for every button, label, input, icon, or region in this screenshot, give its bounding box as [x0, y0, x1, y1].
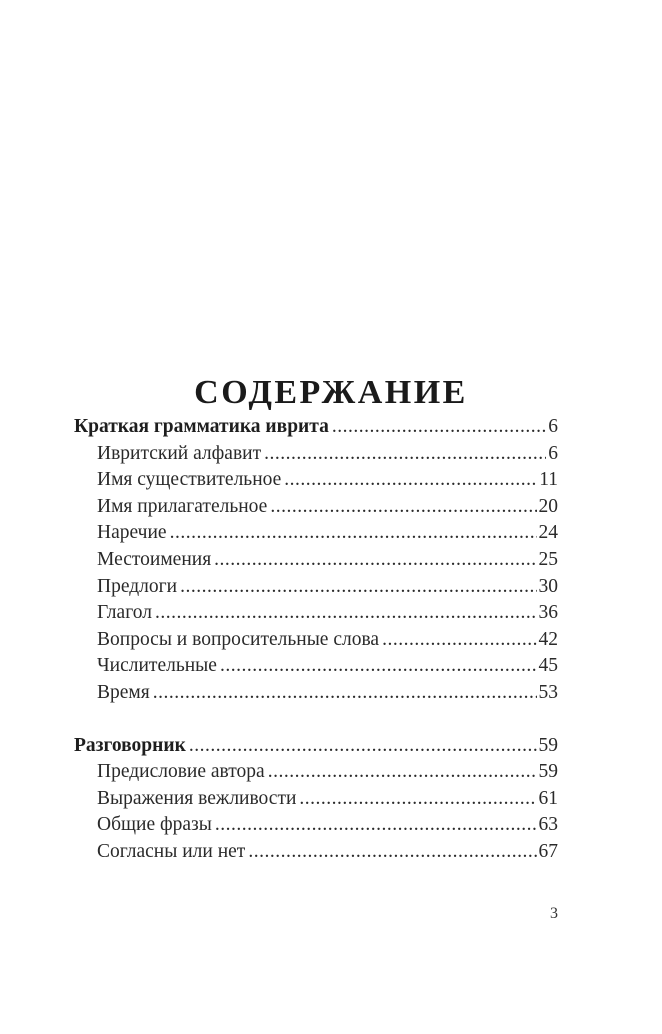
dot-leader — [299, 786, 536, 813]
dot-leader — [332, 414, 546, 441]
toc-entry-page: 11 — [539, 469, 558, 491]
toc-entry-page: 20 — [538, 495, 558, 517]
toc-entry-page: 30 — [538, 575, 558, 597]
toc-entry-label: Наречие — [97, 522, 167, 544]
dot-leader — [189, 733, 537, 760]
dot-leader — [264, 441, 546, 468]
dot-leader — [180, 574, 536, 601]
page-number: 3 — [550, 905, 558, 922]
toc-section-grammar — [74, 414, 558, 707]
dot-leader — [214, 547, 536, 574]
toc-entry[interactable] — [74, 812, 558, 839]
toc-entry-label: Разговорник — [74, 734, 186, 756]
toc-entry-label: Выражения вежливости — [97, 787, 297, 809]
dot-leader — [268, 759, 537, 786]
toc-entry-label: Согласны или нет — [97, 840, 246, 862]
dot-leader — [270, 494, 536, 521]
toc-entry[interactable] — [74, 441, 558, 468]
toc-entry[interactable] — [74, 494, 558, 521]
toc-entry-label: Числительные — [97, 655, 217, 677]
toc-entry-page: 6 — [548, 416, 558, 437]
toc-entry-page: 24 — [538, 522, 558, 544]
toc-entry-page: 59 — [538, 761, 558, 783]
dot-leader — [155, 600, 537, 627]
toc-entry[interactable] — [74, 627, 558, 654]
toc-entry-label: Имя существительное — [97, 469, 282, 491]
toc-entry-label: Вопросы и вопросительные слова — [97, 628, 380, 650]
dot-leader — [248, 839, 536, 866]
toc-entry-page: 25 — [538, 548, 558, 570]
dot-leader — [215, 812, 537, 839]
dot-leader — [153, 680, 537, 707]
toc-entry-page: 63 — [538, 814, 558, 836]
dot-leader — [220, 653, 537, 680]
dot-leader — [170, 520, 537, 547]
toc-entry-label: Глагол — [97, 602, 152, 624]
toc-entry-page: 59 — [538, 734, 558, 756]
toc-entry-label: Местоимения — [97, 548, 212, 570]
toc-entry-page: 6 — [548, 442, 558, 464]
table-of-contents — [74, 414, 558, 892]
toc-entry-label: Ивритский алфавит — [97, 442, 262, 464]
toc-section-heading[interactable] — [74, 733, 558, 760]
toc-entry-page: 45 — [538, 655, 558, 677]
toc-entry[interactable] — [74, 600, 558, 627]
toc-entry-page: 42 — [538, 628, 558, 650]
page-title: СОДЕРЖАНИЕ — [194, 373, 468, 411]
toc-entry-page: 61 — [538, 787, 558, 809]
dot-leader — [284, 467, 537, 494]
toc-entry-label: Краткая грамматика иврита — [74, 416, 329, 437]
toc-entry[interactable] — [74, 680, 558, 707]
dot-leader — [382, 627, 536, 654]
toc-section-heading[interactable] — [74, 414, 558, 441]
toc-entry[interactable] — [74, 653, 558, 680]
toc-section-phrasebook — [74, 733, 558, 866]
toc-entry-label: Общие фразы — [97, 814, 212, 836]
toc-entry[interactable] — [74, 839, 558, 866]
toc-entry-label: Время — [97, 681, 150, 703]
toc-entry[interactable] — [74, 520, 558, 547]
toc-entry-label: Предисловие автора — [97, 761, 265, 783]
toc-entry-page: 53 — [538, 681, 558, 703]
toc-entry-page: 67 — [538, 840, 558, 862]
toc-entry-label: Имя прилагательное — [97, 495, 268, 517]
toc-entry[interactable] — [74, 467, 558, 494]
toc-entry[interactable] — [74, 574, 558, 601]
toc-entry-label: Предлоги — [97, 575, 178, 597]
toc-entry[interactable] — [74, 786, 558, 813]
toc-entry[interactable] — [74, 759, 558, 786]
toc-entry[interactable] — [74, 547, 558, 574]
toc-entry-page: 36 — [538, 602, 558, 624]
